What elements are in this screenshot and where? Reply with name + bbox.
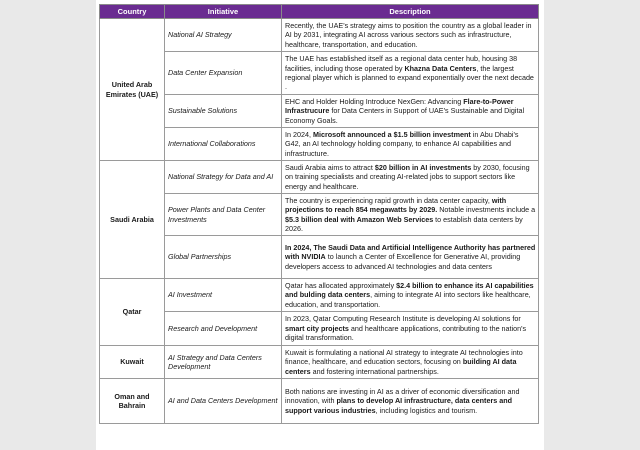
description-cell (282, 312, 539, 346)
initiative-cell: International Collaborations (165, 128, 282, 161)
table-row (100, 279, 539, 312)
description-segment: and fostering international partnerships. (310, 366, 439, 376)
table-row (100, 194, 539, 236)
description-cell (282, 52, 539, 95)
table-row (100, 379, 539, 424)
description-segment: In 2024, (285, 129, 313, 139)
description-segment: by 2030, focusing on training specialists and creating AI-related jobs to support sectors like energy and healthcare. (285, 162, 530, 191)
description-text (285, 243, 536, 271)
description-highlight: $5.3 billion deal with Amazon Web Services (285, 214, 434, 224)
description-text (285, 21, 536, 49)
initiative-cell: Data Center Expansion (165, 52, 282, 95)
header-country: Country (100, 5, 165, 19)
description-segment: , the largest regional player which is planned to expand exponentially over the next decade . (285, 63, 534, 92)
description-segment: in Abu Dhabi's G42, an AI technology holding company, to enhance AI capabilities and infrastructure. (285, 129, 519, 158)
description-highlight: Khazna Data Centers (404, 63, 477, 73)
description-segment: Qatar has allocated approximately (285, 280, 397, 290)
description-segment: EHC and Holder Holding Introduce NexGen: Advancing (285, 96, 464, 106)
description-highlight: $2.4 billion to enhance its AI capabilities and bulding data centers (285, 280, 534, 300)
initiative-cell: National AI Strategy (165, 19, 282, 52)
description-highlight: plans to develop AI infrastructure, data centers and support various industries (285, 396, 513, 415)
description-segment: The UAE has established itself as a regional data center hub, housing 38 facilities, including those operated by (285, 54, 518, 73)
description-highlight: building AI data centers (285, 357, 517, 376)
description-cell (282, 19, 539, 52)
initiative-cell: AI Strategy and Data Centers Development (165, 346, 282, 379)
initiative-cell: AI and Data Centers Development (165, 379, 282, 424)
description-text (285, 281, 536, 309)
description-text (285, 163, 536, 191)
description-highlight: Microsoft announced a $1.5 billion investment (312, 129, 471, 139)
description-highlight: In 2024, The Saudi Data and Artificial Intelligence Authority has partnered with NVIDIA (285, 242, 536, 262)
initiative-cell: Power Plants and Data Center Investments (165, 194, 282, 236)
description-segment: The country is experiencing rapid growth in data center capacity, (285, 195, 492, 205)
document-page (96, 0, 544, 450)
initiative-cell: Sustainable Solutions (165, 95, 282, 128)
table-row (100, 19, 539, 52)
initiative-cell: Global Partnerships (165, 236, 282, 279)
description-text (285, 314, 536, 342)
initiative-cell: Research and Development (165, 312, 282, 346)
description-text (285, 54, 536, 92)
country-cell: United Arab Emirates (UAE) (100, 19, 165, 161)
description-cell (282, 161, 539, 194)
description-segment: Notable investments include a (437, 205, 536, 215)
description-segment: , aiming to integrate AI into sectors like healthcare, education, and transportation. (285, 290, 531, 309)
header-initiative: Initiative (165, 5, 282, 19)
description-cell (282, 128, 539, 161)
table-row (100, 236, 539, 279)
description-segment: to establish data centers by 2026. (285, 214, 523, 233)
description-segment: and healthcare applications, contributing to the nation's digital transformation. (285, 323, 527, 343)
description-cell (282, 379, 539, 424)
country-cell: Oman and Bahrain (100, 379, 165, 424)
table-row (100, 312, 539, 346)
description-cell (282, 279, 539, 312)
table-body (100, 19, 539, 424)
country-cell: Qatar (100, 279, 165, 346)
description-cell (282, 346, 539, 379)
description-highlight: Flare-to-Power Infrastrucure (285, 96, 514, 116)
table-row (100, 95, 539, 128)
description-cell (282, 95, 539, 128)
description-segment: Kuwait is formulating a national AI strategy to integrate AI technologies into finance, healthcare, and education sectors, focusing on (285, 347, 523, 367)
initiative-cell: National Strategy for Data and AI (165, 161, 282, 194)
description-highlight: $20 billion in AI investments (374, 162, 472, 172)
description-highlight: with projections to reach 854 megawatts by 2029. (285, 195, 507, 215)
table-header-row (100, 5, 539, 19)
description-cell (282, 236, 539, 279)
initiative-cell: AI Investment (165, 279, 282, 312)
description-segment: for Data Centers in Support of UAE's Sustainable and Digital Economy Goals. (285, 106, 525, 125)
country-cell: Saudi Arabia (100, 161, 165, 279)
country-cell: Kuwait (100, 346, 165, 379)
description-highlight: smart city projects (285, 323, 349, 333)
description-text (285, 97, 536, 125)
table-row (100, 161, 539, 194)
table-row (100, 128, 539, 161)
description-text (285, 196, 536, 234)
description-segment: , including logistics and tourism. (375, 405, 478, 415)
description-text (285, 348, 536, 376)
description-segment: to launch a Center of Excellence for Generative AI, providing developers access to advanced AI technologies and data centers (285, 252, 521, 271)
gulf-ai-initiatives-table (99, 4, 539, 424)
description-text (285, 387, 536, 415)
description-segment: Recently, the UAE's strategy aims to position the country as a global leader in AI by 2031, integrating AI across various sectors such as infrastructure, healthcare, transportation, and education. (285, 20, 532, 49)
description-segment: In 2023, Qatar Computing Research Institute is developing AI solutions for (285, 314, 521, 324)
table-row (100, 346, 539, 379)
description-segment: Both nations are investing in AI as a driver of economic diversification and innovation, with (285, 386, 520, 406)
description-text (285, 130, 536, 158)
header-description: Description (282, 5, 539, 19)
description-cell (282, 194, 539, 236)
description-segment: Saudi Arabia aims to attract (285, 162, 375, 172)
table-row (100, 52, 539, 95)
